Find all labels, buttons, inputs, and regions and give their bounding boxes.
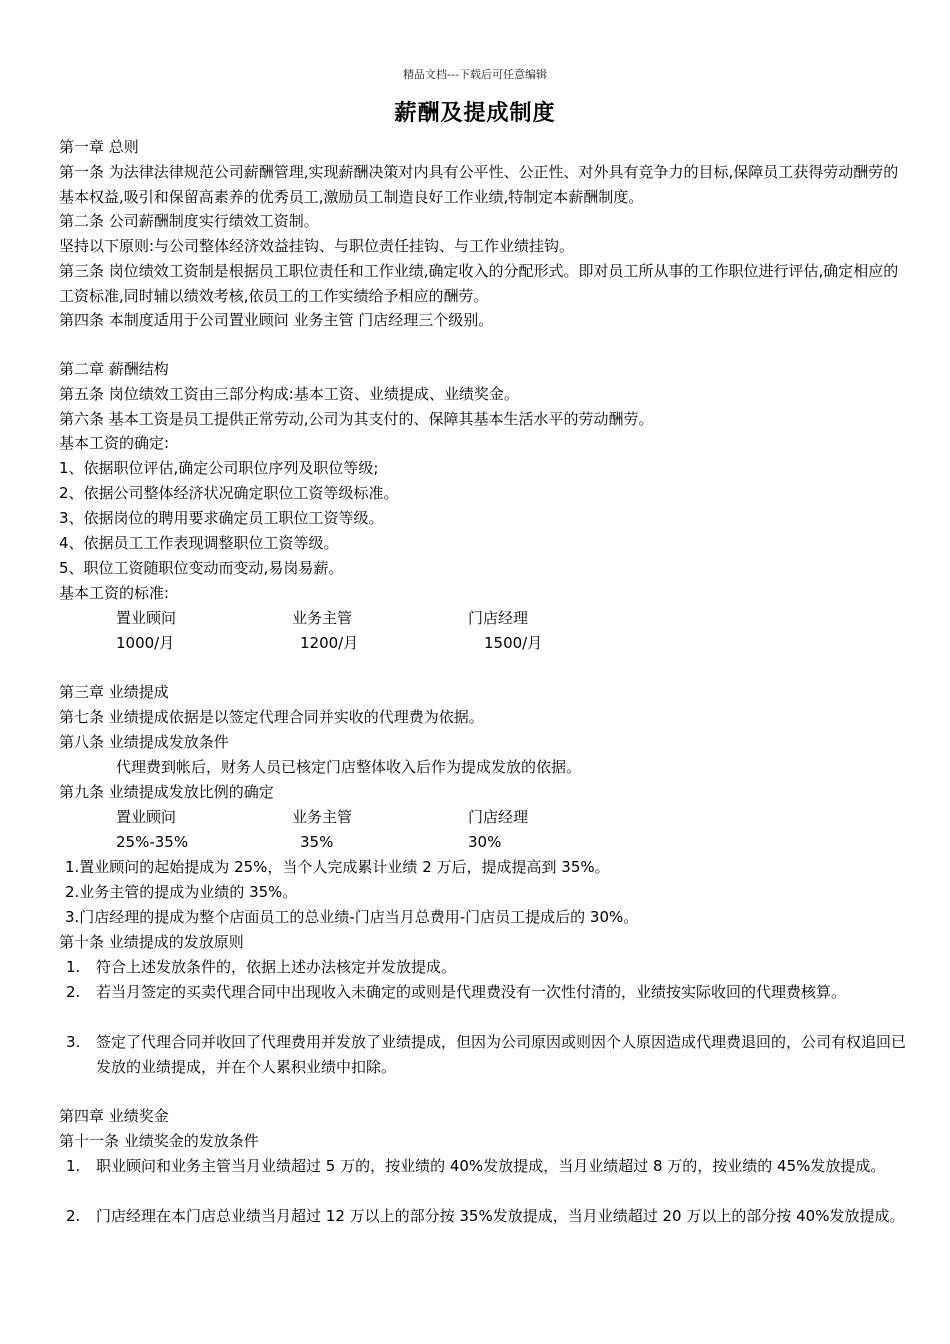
principle-text: 若当月签定的买卖代理合同中出现收入未确定的或则是代理费没有一次性付清的，业绩按实际收回的代理费核算。 <box>96 983 847 1001</box>
article-2-principles: 坚持以下原则:与公司整体经济效益挂钩、与职位责任挂钩、与工作业绩挂钩。 <box>59 237 575 255</box>
header-note: 精品文档---下载后可任意编辑 <box>403 68 547 81</box>
rate-value-consultant: 25%-35% <box>116 833 189 851</box>
article-8-detail: 代理费到帐后，财务人员已核定门店整体收入后作为提成发放的依据。 <box>116 758 582 776</box>
article-5: 第五条 岗位绩效工资由三部分构成:基本工资、业绩提成、业绩奖金。 <box>59 385 519 403</box>
chapter-4-heading: 第四章 业绩奖金 <box>59 1107 169 1125</box>
basic-salary-definition: 基本工资的确定: <box>59 434 170 452</box>
article-7: 第七条 业绩提成依据是以签定代理合同并实收的代理费为依据。 <box>59 708 484 726</box>
article-4: 第四条 本制度适用于公司置业顾问 业务主管 门店经理三个级别。 <box>59 311 494 329</box>
bonus-condition-text: 职业顾问和业务主管当月业绩超过 5 万的，按业绩的 40%发放提成，当月业绩超过 8 万的，按业绩的 45%发放提成。 <box>96 1157 886 1175</box>
rate-note: 1.置业顾问的起始提成为 25%，当个人完成累计业绩 2 万后，提成提高到 35%。 <box>65 858 610 876</box>
article-8: 第八条 业绩提成发放条件 <box>59 733 229 751</box>
rate-note: 3.门店经理的提成为整个店面员工的总业绩-门店当月总费用-门店员工提成后的 30%。 <box>65 908 639 926</box>
salary-header-consultant: 置业顾问 <box>116 609 177 627</box>
list-item: 1、依据职位评估,确定公司职位序列及职位等级; <box>59 459 379 477</box>
article-10: 第十条 业绩提成的发放原则 <box>59 933 244 951</box>
chapter-1-heading: 第一章 总则 <box>59 138 139 156</box>
document-title: 薪酬及提成制度 <box>394 101 556 126</box>
list-item: 3、依据岗位的聘用要求确定员工职位工资等级。 <box>59 509 384 527</box>
rate-value-manager: 30% <box>468 833 502 851</box>
salary-header-manager: 门店经理 <box>468 609 529 627</box>
salary-value-consultant: 1000/月 <box>116 634 175 652</box>
article-9: 第九条 业绩提成发放比例的确定 <box>59 783 274 801</box>
principle-text: 符合上述发放条件的，依据上述办法核定并发放提成。 <box>96 958 457 976</box>
chapter-3-heading: 第三章 业绩提成 <box>59 683 169 701</box>
article-3: 第三条 岗位绩效工资制是根据员工职位责任和工作业绩,确定收入的分配形式。即对员工所从事的工作职位进行评估,确定相应的工资标准,同时辅以绩效考核,依员工的工作实绩给予相应的酬劳。 <box>59 262 899 305</box>
list-item: 4、依据员工工作表现调整职位工资等级。 <box>59 534 339 552</box>
rate-header-supervisor: 业务主管 <box>292 808 353 826</box>
salary-header-supervisor: 业务主管 <box>292 609 353 627</box>
article-2: 第二条 公司薪酬制度实行绩效工资制。 <box>59 212 319 230</box>
principle-number: 1. <box>66 958 81 976</box>
principle-number: 2. <box>66 983 81 1001</box>
article-1: 第一条 为法律法律规范公司薪酬管理,实现薪酬决策对内具有公平性、公正性、对外具有竞争力的目标,保障员工获得劳动酬劳的基本权益,吸引和保留高素养的优秀员工,激励员工制造良好工作业绩,特制定本薪酬制度。 <box>59 163 899 206</box>
rate-header-manager: 门店经理 <box>468 808 529 826</box>
article-6: 第六条 基本工资是员工提供正常劳动,公司为其支付的、保障其基本生活水平的劳动酬劳。 <box>59 410 654 428</box>
bonus-condition-number: 1. <box>66 1157 81 1175</box>
article-11: 第十一条 业绩奖金的发放条件 <box>59 1132 259 1150</box>
bonus-condition-number: 2. <box>66 1207 81 1225</box>
salary-value-supervisor: 1200/月 <box>300 634 359 652</box>
rate-header-consultant: 置业顾问 <box>116 808 177 826</box>
rate-value-supervisor: 35% <box>300 833 334 851</box>
bonus-condition-text: 门店经理在本门店总业绩当月超过 12 万以上的部分按 35%发放提成，当月业绩超过 20 万以上的部分按 40%发放提成。 <box>96 1207 905 1225</box>
chapter-2-heading: 第二章 薪酬结构 <box>59 360 169 378</box>
list-item: 5、职位工资随职位变动而变动,易岗易薪。 <box>59 559 344 577</box>
rate-note: 2.业务主管的提成为业绩的 35%。 <box>65 883 298 901</box>
salary-value-manager: 1500/月 <box>484 634 543 652</box>
principle-number: 3. <box>66 1033 81 1051</box>
principle-text: 签定了代理合同并收回了代理费用并发放了业绩提成，但因为公司原因或则因个人原因造成代理费退回的，公司有权追回已发放的业绩提成，并在个人累积业绩中扣除。 <box>96 1033 907 1076</box>
list-item: 2、依据公司整体经济状况确定职位工资等级标准。 <box>59 484 399 502</box>
basic-salary-standard-label: 基本工资的标准: <box>59 584 170 602</box>
